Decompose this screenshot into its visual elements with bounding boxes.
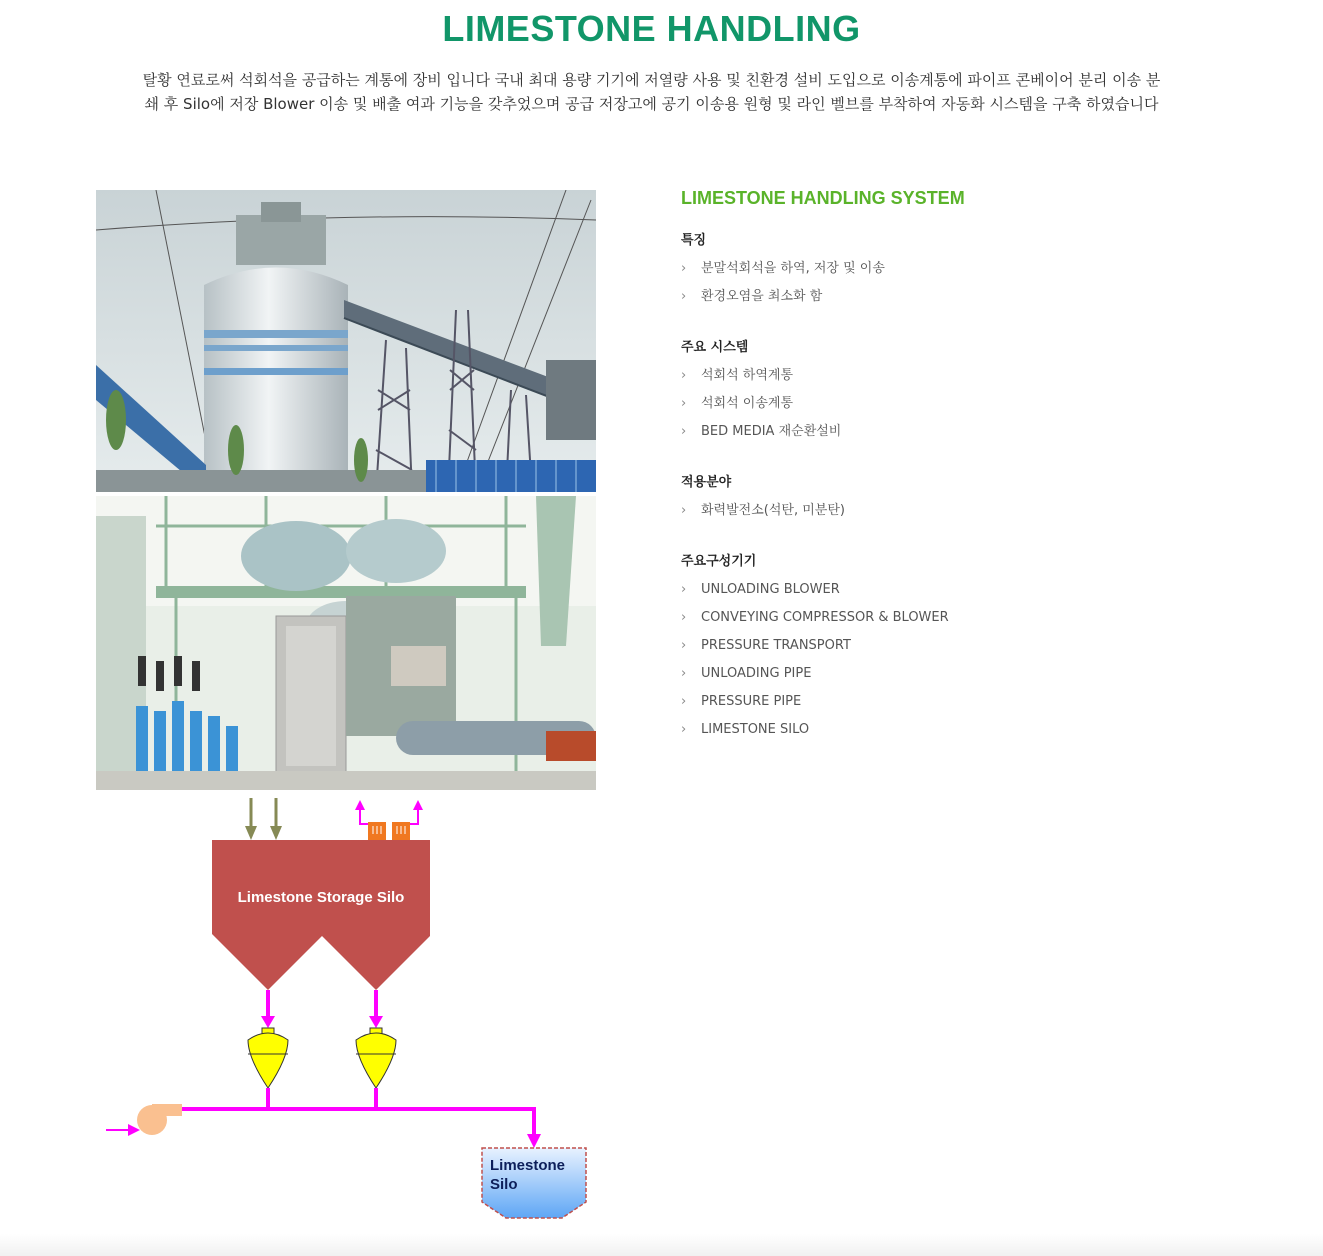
system-title: LIMESTONE HANDLING SYSTEM xyxy=(681,188,965,208)
storage-silo-label: Limestone Storage Silo xyxy=(237,889,405,906)
chevron-right-icon: › xyxy=(681,638,687,653)
list-item: › CONVEYING COMPRESSOR & BLOWER xyxy=(681,610,949,625)
limestone-silo-label-2: Silo xyxy=(490,1176,518,1193)
intro-line-2: 쇄 후 Silo에 저장 Blower 이송 및 배출 여과 기능을 갖추었으며 공급 저장고에 공기 이송용 원형 및 라인 벨브를 부착하여 자동화 시스템을 구축 하였습니다 xyxy=(144,95,1159,113)
components-list xyxy=(681,581,1241,749)
feeder-valve-1 xyxy=(248,1028,288,1088)
list-item: › LIMESTONE SILO xyxy=(681,722,810,737)
intro-line-1: 탈황 연료로써 석회석을 공급하는 계통에 장비 입니다 국내 최대 용량 기기에 저열량 사용 및 친환경 설비 도입으로 이송계통에 파이프 콘베이어 분리 이송 분 xyxy=(142,71,1161,89)
chevron-right-icon: › xyxy=(681,694,687,709)
storage-silo xyxy=(212,840,430,990)
list-item: › 분말석회석을 하역, 저장 및 이송 xyxy=(681,261,885,276)
section-title-features: 특징 xyxy=(681,233,707,248)
section-title-applications: 적용분야 xyxy=(681,475,732,490)
chevron-right-icon: › xyxy=(681,396,687,411)
systems-list xyxy=(681,367,1241,451)
chevron-right-icon: › xyxy=(681,582,687,597)
page-title: LIMESTONE HANDLING xyxy=(442,8,861,49)
chevron-right-icon: › xyxy=(681,424,687,439)
limestone-silo-label-1: Limestone xyxy=(490,1157,566,1174)
chevron-right-icon: › xyxy=(681,722,687,737)
list-item: › UNLOADING BLOWER xyxy=(681,582,840,597)
equipment-photo xyxy=(96,496,596,790)
section-title-components: 주요구성기기 xyxy=(681,554,757,569)
list-item: › UNLOADING PIPE xyxy=(681,666,812,681)
list-item: › 환경오염을 최소화 함 xyxy=(681,289,823,304)
bottom-fade xyxy=(0,1234,1323,1256)
feeder-valve-2 xyxy=(356,1028,396,1088)
system-info xyxy=(681,188,1241,769)
chevron-right-icon: › xyxy=(681,289,687,304)
features-list xyxy=(681,260,1241,316)
list-item: › PRESSURE TRANSPORT xyxy=(681,638,851,653)
silo-photo xyxy=(96,190,596,492)
chevron-right-icon: › xyxy=(681,503,687,518)
list-item: › BED MEDIA 재순환설비 xyxy=(681,424,842,439)
vent-filters xyxy=(355,800,423,840)
section-title-systems: 주요 시스템 xyxy=(681,340,749,355)
chevron-right-icon: › xyxy=(681,261,687,276)
list-item: › PRESSURE PIPE xyxy=(681,694,802,709)
chevron-right-icon: › xyxy=(681,610,687,625)
process-diagram xyxy=(96,796,606,1226)
list-item: › 석회석 이송계통 xyxy=(681,396,794,411)
chevron-right-icon: › xyxy=(681,368,687,383)
intro-text xyxy=(80,68,1223,116)
applications-list xyxy=(681,502,1241,530)
list-item: › 화력발전소(석탄, 미분탄) xyxy=(681,503,845,518)
chevron-right-icon: › xyxy=(681,666,687,681)
inlet-arrows xyxy=(245,798,282,840)
blower-icon xyxy=(106,1104,182,1136)
list-item: › 석회석 하역계통 xyxy=(681,368,794,383)
